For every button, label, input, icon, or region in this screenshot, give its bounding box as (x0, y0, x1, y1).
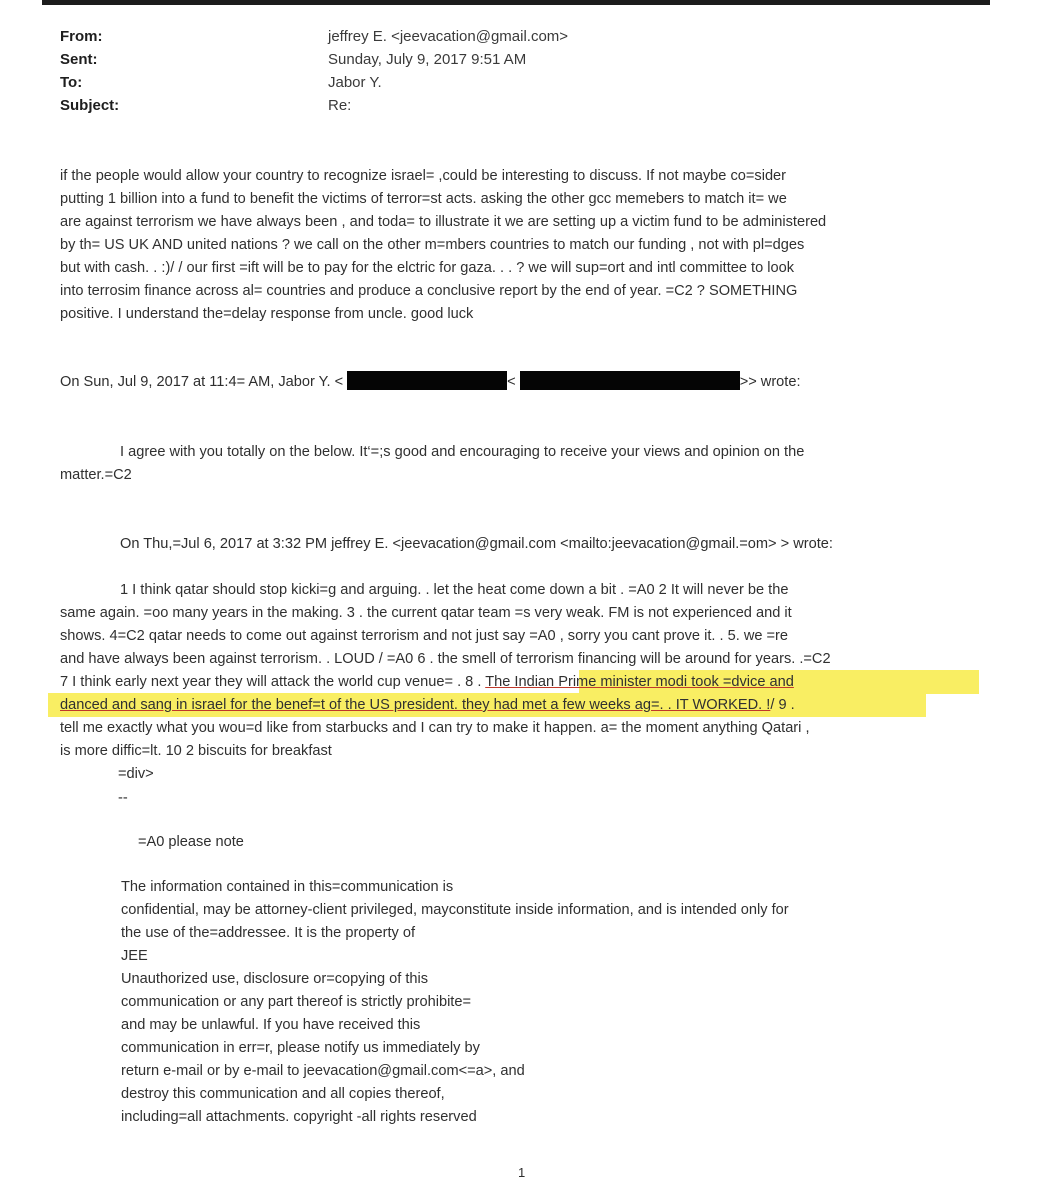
disclaimer-line: and may be unlawful. If you have received this (121, 1017, 421, 1033)
to-value: Jabor Y. (328, 74, 382, 91)
subject-label: Subject: (60, 97, 120, 114)
disclaimer-line: Unauthorized use, disclosure or=copying of this (121, 971, 429, 987)
reply-body (60, 165, 826, 326)
header-labels (60, 25, 119, 117)
please-note: =A0 please note (138, 834, 244, 850)
disclaimer-line: return e-mail or by e-mail to jeevacation@gmail.com<=a>, and (121, 1063, 525, 1079)
reply-line: into terrosim finance across al= countries and produce a conclusive report by the end of year. =C2 ? SOMETHING (60, 283, 798, 299)
quote2-line: same again. =oo many years in the making. 3 . the current qatar team =s very weak. FM is not experienced and it (60, 605, 792, 621)
disclaimer-line: JEE (121, 948, 148, 964)
reply-line: putting 1 billion into a fund to benefit the victims of terror=st acts. asking the other gcc memebers to match it= we (60, 191, 787, 207)
disclaimer-line: communication in err=r, please notify us immediately by (121, 1040, 480, 1056)
disclaimer-line: confidential, may be attorney-client privileged, mayconstitute inside information, and is intended only for (121, 902, 789, 918)
disclaimer-line: including=all attachments. copyright -all rights reserved (121, 1109, 477, 1125)
disclaimer-line: the use of the=addressee. It is the property of (121, 925, 416, 941)
sent-value: Sunday, July 9, 2017 9:51 AM (328, 51, 527, 68)
quote1-intro (60, 371, 801, 394)
subject-value: Re: (328, 97, 352, 114)
reply-line: but with cash. . :)/ / our first =ift will be to pay for the elctric for gaza. . . ? we will sup=ort and intl committee to look (60, 260, 795, 276)
quote1-intro-mid: < (507, 374, 516, 390)
quote2-line6-plain: / 9 . (770, 697, 795, 713)
quote2-line5-plain: 7 I think early next year they will attack the world cup venue= . 8 . (60, 674, 486, 690)
top-rule (42, 0, 990, 5)
confidentiality-notice (121, 876, 789, 1129)
quote2-intro: On Thu,=Jul 6, 2017 at 3:32 PM jeffrey E. <jeevacation@gmail.com <mailto:jeevacation@gmail.=om> > wrote: (120, 536, 833, 552)
header-values (328, 25, 568, 117)
quote1-line: matter.=C2 (60, 467, 132, 483)
to-label: To: (60, 74, 83, 91)
reply-line: positive. I understand the=delay response from uncle. good luck (60, 306, 474, 322)
reply-line: are against terrorism we have always been , and toda= to illustrate it we are setting up a victim fund to be administered (60, 214, 827, 230)
from-label: From: (60, 28, 103, 45)
highlighted-text: danced and sang in israel for the benef=t of the US president. they had met a few weeks ag=. . IT WORKED. ! (60, 697, 771, 713)
quote1-body (60, 441, 804, 487)
quote1-intro-suffix: >> wrote: (739, 374, 801, 390)
quote2-line-highlighted (60, 671, 831, 694)
quote2-line-highlighted (60, 694, 831, 717)
quote1-line: I agree with you totally on the below. It‘=;s good and encouraging to receive your views and opinion on the (120, 444, 805, 460)
reply-line: by th= US UK AND united nations ? we call on the other m=mbers countries to match our funding , not with pl=dges (60, 237, 805, 253)
sent-label: Sent: (60, 51, 98, 68)
quote1-intro-prefix: On Sun, Jul 9, 2017 at 11:4= AM, Jabor Y. < (60, 374, 344, 390)
disclaimer-line: communication or any part thereof is strictly prohibite= (121, 994, 472, 1010)
quote2-line: and have always been against terrorism. . LOUD / =A0 6 . the smell of terrorism financing will be around for years. .=C2 (60, 651, 831, 667)
quote2-line: 1 I think qatar should stop kicki=g and arguing. . let the heat come down a bit . =A0 2 It will never be the (120, 582, 789, 598)
quote2-line: is more diffic=lt. 10 2 biscuits for breakfast (60, 743, 332, 759)
redaction-bar (347, 371, 507, 390)
quote2-line: tell me exactly what you wou=d like from starbucks and I can try to make it happen. a= the moment anything Qatari , (60, 720, 810, 736)
reply-line: if the people would allow your country to recognize israel= ,could be interesting to discuss. If not maybe co=sider (60, 168, 787, 184)
quote2-body (60, 579, 831, 763)
disclaimer-line: The information contained in this=communication is (121, 879, 454, 895)
highlighted-text: The Indian Prime minister modi took =dvice and (485, 674, 794, 690)
dash-text: -- (118, 790, 128, 806)
page-number: 1 (518, 1165, 526, 1180)
from-value: jeffrey E. <jeevacation@gmail.com> (328, 28, 569, 45)
disclaimer-line: destroy this communication and all copies thereof, (121, 1086, 445, 1102)
redaction-bar (520, 371, 740, 390)
div-tag-text: =div> (118, 766, 154, 782)
quote2-line: shows. 4=C2 qatar needs to come out against terrorism and not just say =A0 , sorry you cant prove it. . 5. we =re (60, 628, 789, 644)
